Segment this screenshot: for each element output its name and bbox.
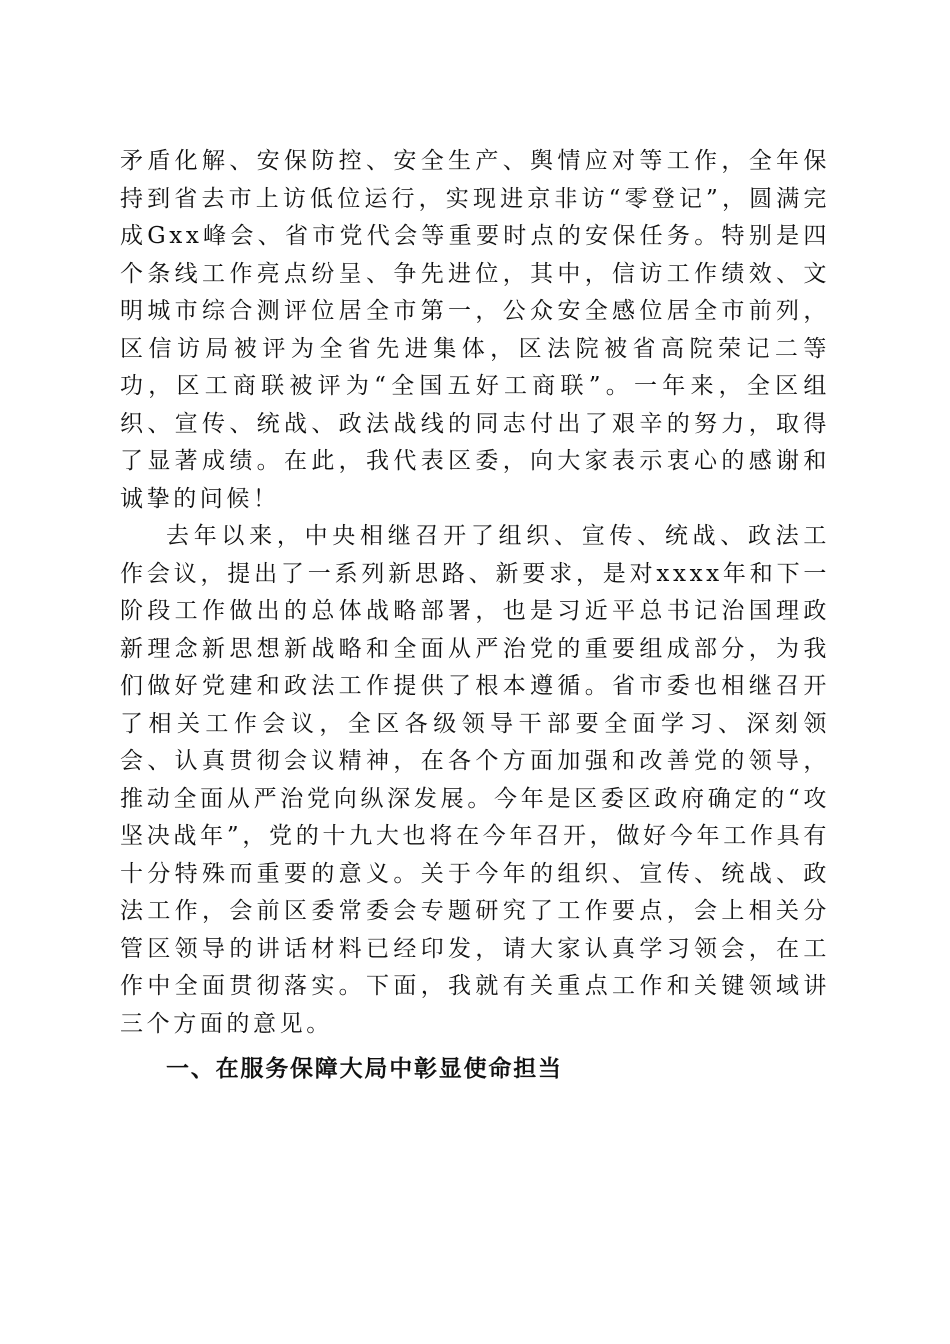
paragraph-continuation: 矛盾化解、安保防控、安全生产、舆情应对等工作，全年保持到省去市上访低位运行，实现进京非访“零登记”，圆满完成Gxx峰会、省市党代会等重要时点的安保任务。特别是四个条线工作亮点纷呈、争先进位，其中，信访工作绩效、文明城市综合测评位居全市第一，公众安全感位居全市前列，区信访局被评为全省先进集体，区法院被省高院荣记二等功，区工商联被评为“全国五好工商联”。一年来，全区组织、宣传、统战、政法战线的同志付出了艰辛的努力，取得了显著成绩。在此，我代表区委，向大家表示衷心的感谢和诚挚的问候！ (120, 148, 830, 512)
paragraph-central-meetings: 去年以来，中央相继召开了组织、宣传、统战、政法工作会议，提出了一系列新思路、新要求，是对xxxx年和下一阶段工作做出的总体战略部署，也是习近平总书记治国理政新理念新思想新战略和全面从严治党的重要组成部分，为我们做好党建和政法工作提供了根本遵循。省市委也相继召开了相关工作会议，全区各级领导干部要全面学习、深刻领会、认真贯彻会议精神，在各个方面加强和改善党的领导，推动全面从严治党向纵深发展。今年是区委区政府确定的“攻坚决战年”，党的十九大也将在今年召开，做好今年工作具有十分特殊而重要的意义。关于今年的组织、宣传、统战、政法工作，会前区委常委会专题研究了工作要点，会上相关分管区领导的讲话材料已经印发，请大家认真学习领会，在工作中全面贯彻落实。下面，我就有关重点工作和关键领域讲三个方面的意见。 (120, 523, 830, 1037)
document-body (120, 143, 830, 1089)
section-heading: 一、在服务保障大局中彰显使命担当 (166, 1056, 563, 1082)
